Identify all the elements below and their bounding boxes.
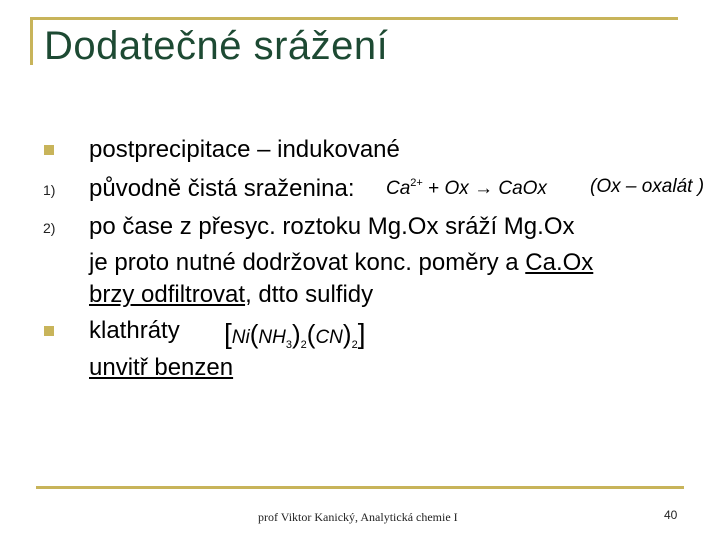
reagent: Ox (444, 178, 469, 199)
subscript: 2 (351, 338, 358, 351)
underlined-text: brzy odfiltrovat (89, 281, 246, 308)
plus-sign: + (428, 178, 440, 199)
continuation-text (89, 278, 373, 312)
subscript: 3 (285, 338, 292, 351)
continuation-text (89, 246, 593, 280)
product: CaOx (498, 178, 547, 199)
bullet-item (0, 210, 720, 244)
bullet-item (0, 133, 720, 167)
reactant: Ca (386, 178, 411, 199)
paren: ( (249, 319, 259, 349)
continuation-line (0, 246, 720, 280)
page-number: 40 (664, 508, 678, 522)
ligand: CN (315, 327, 343, 348)
continuation-line (0, 351, 720, 385)
paren: ) (342, 319, 352, 349)
paren: ) (291, 319, 301, 349)
reaction-formula (386, 177, 547, 200)
charge: 2+ (410, 177, 423, 189)
subscript: 2 (300, 338, 307, 351)
bullet-text: původně čistá sraženina: (89, 175, 355, 202)
square-bullet-icon (44, 145, 54, 155)
slide-title: Dodatečné srážení (44, 24, 389, 68)
reaction-note: (Ox – oxalát ) (590, 176, 705, 197)
continuation-line (0, 278, 720, 312)
numbered-marker: 1) (43, 182, 56, 198)
footer-divider (36, 486, 684, 489)
arrow-icon: → (474, 178, 494, 199)
open-bracket: [ (224, 318, 232, 349)
underlined-text: Ca.Ox (525, 249, 594, 276)
bullet-text: klathráty (89, 317, 180, 344)
text-segment: je proto nutné dodržovat konc. poměry a (89, 249, 526, 276)
footer-author: prof Viktor Kanický, Analytická chemie I (258, 510, 458, 524)
square-bullet-icon (44, 326, 54, 336)
numbered-marker: 2) (43, 220, 56, 236)
clathrate-formula (224, 318, 365, 351)
underlined-text: unvitř benzen (89, 354, 234, 381)
ligand: NH (258, 327, 286, 348)
metal: Ni (231, 327, 250, 348)
bullet-text: postprecipitace – indukované (89, 136, 400, 163)
close-bracket: ] (357, 318, 366, 349)
text-segment: , dtto sulfidy (245, 281, 374, 308)
bullet-text: po čase z přesyc. roztoku Mg.Ox sráží Mg.Ox (89, 213, 575, 240)
paren: ( (306, 319, 316, 349)
